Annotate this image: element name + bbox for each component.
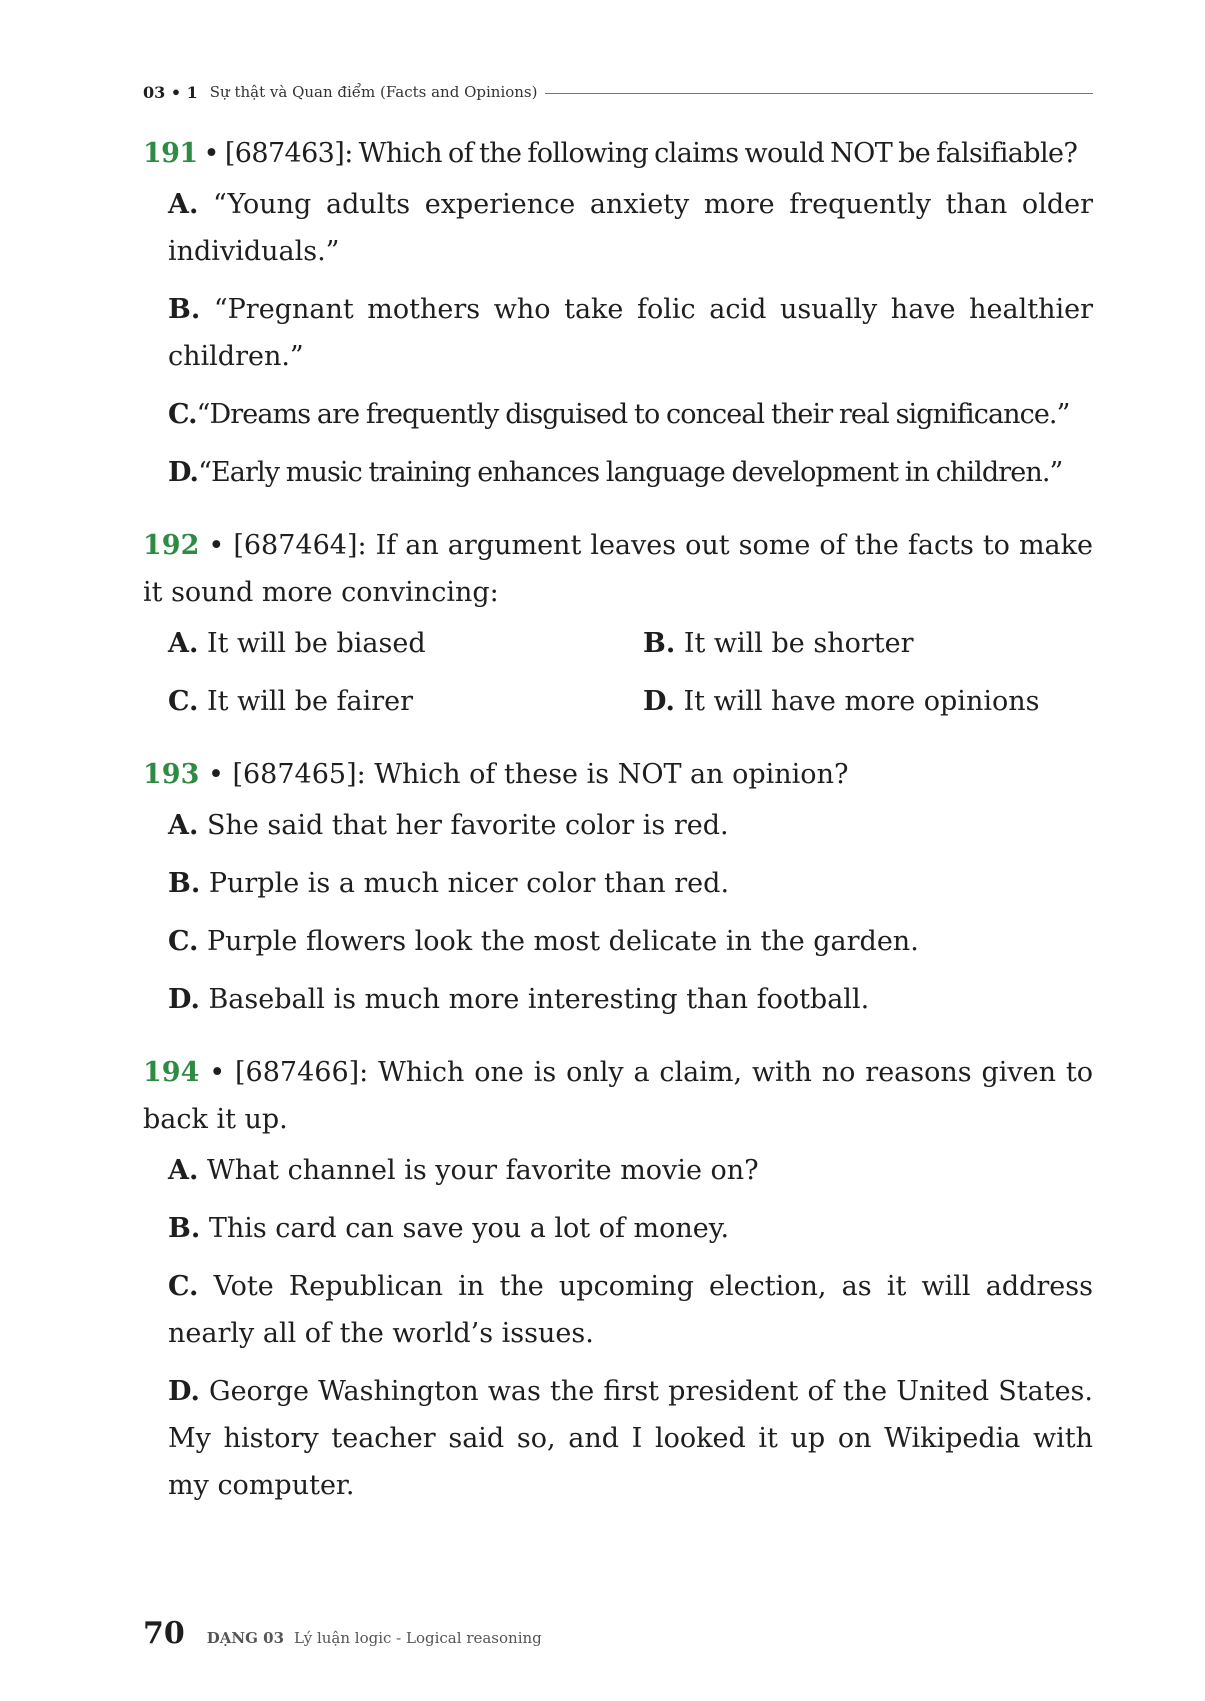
option-letter: D.: [168, 984, 200, 1015]
option-text: What channel is your favorite movie on?: [198, 1155, 759, 1186]
option-text: It will be shorter: [675, 628, 914, 659]
option-b: [168, 1205, 1093, 1252]
option-text: “Young adults experience anxiety more frequently than older individuals.”: [168, 189, 1093, 267]
question-number: 193: [143, 759, 200, 790]
option-letter: A.: [168, 810, 199, 841]
header-chapter: 03 • 1: [143, 82, 198, 102]
option-text: Purple flowers look the most delicate in the garden.: [198, 926, 919, 957]
question-text: • [687465]: Which of these is NOT an opinion?: [199, 759, 849, 790]
question-191: [143, 130, 1093, 496]
option-text: Vote Republican in the upcoming election, as it will address nearly all of the world’s issues.: [168, 1271, 1093, 1349]
answer-options: [143, 616, 1093, 725]
option-a: [168, 802, 1093, 849]
option-letter: B.: [168, 294, 201, 325]
question-stem: [143, 751, 1093, 798]
option-text: She said that her favorite color is red.: [198, 810, 729, 841]
option-c: [168, 1263, 1093, 1357]
question-193: [143, 751, 1093, 1023]
option-c: [168, 391, 1093, 438]
option-letter: A.: [168, 1155, 199, 1186]
option-text: This card can save you a lot of money.: [200, 1213, 730, 1244]
option-a: [168, 620, 643, 667]
option-letter: C.: [168, 926, 199, 957]
question-194: [143, 1049, 1093, 1509]
question-number: 194: [143, 1057, 200, 1088]
option-text: Baseball is much more interesting than football.: [199, 984, 870, 1015]
running-header: [143, 82, 1093, 102]
answer-options: [143, 181, 1093, 496]
option-letter: B.: [168, 1213, 201, 1244]
option-c: [168, 678, 643, 725]
question-stem: [143, 1049, 1093, 1143]
question-list: [143, 130, 1093, 1535]
option-letter: B.: [643, 628, 676, 659]
footer-section: DẠNG 03: [206, 1629, 285, 1647]
option-text: It will have more opinions: [674, 686, 1040, 717]
option-letter: D.: [643, 686, 675, 717]
option-text: It will be biased: [198, 628, 426, 659]
header-rule: [545, 93, 1093, 94]
question-stem: [143, 130, 1093, 177]
option-text: George Washington was the first president of the United States. My history teacher said so, and I looked it up on Wikipedia with my computer.: [168, 1376, 1093, 1501]
question-stem: [143, 522, 1093, 616]
question-number: 191: [143, 138, 198, 169]
answer-options: [143, 802, 1093, 1023]
option-b: [168, 860, 1093, 907]
option-letter: B.: [168, 868, 201, 899]
option-letter: D.: [168, 1376, 200, 1407]
question-number: 192: [143, 530, 200, 561]
option-text: “Pregnant mothers who take folic acid usually have healthier children.”: [168, 294, 1093, 372]
option-d: [168, 1368, 1093, 1509]
footer-title: Lý luận logic - Logical reasoning: [294, 1629, 542, 1647]
option-d: [643, 678, 1093, 725]
question-text: • [687463]: Which of the following claims would NOT be falsifiable?: [197, 138, 1078, 169]
option-text: Purple is a much nicer color than red.: [200, 868, 730, 899]
question-192: [143, 522, 1093, 725]
option-letter: A.: [168, 628, 199, 659]
option-letter: C.: [168, 399, 197, 430]
option-a: [168, 1147, 1093, 1194]
page-number: 70: [143, 1616, 185, 1651]
option-d: [168, 449, 1093, 496]
option-letter: D.: [168, 457, 199, 488]
option-c: [168, 918, 1093, 965]
option-d: [168, 976, 1093, 1023]
option-a: [168, 181, 1093, 275]
option-letter: C.: [168, 686, 199, 717]
header-title: Sự thật và Quan điểm (Facts and Opinions): [209, 83, 538, 101]
option-b: [643, 620, 1093, 667]
option-text: “Dreams are frequently disguised to conceal their real significance.”: [196, 399, 1070, 430]
option-text: It will be fairer: [198, 686, 414, 717]
answer-options: [143, 1147, 1093, 1509]
question-text: • [687464]: If an argument leaves out some of the facts to make it sound more convincing:: [143, 530, 1093, 608]
option-text: “Early music training enhances language development in children.”: [198, 457, 1063, 488]
question-text: • [687466]: Which one is only a claim, with no reasons given to back it up.: [143, 1057, 1093, 1135]
option-letter: A.: [168, 189, 199, 220]
running-footer: [143, 1616, 542, 1656]
option-letter: C.: [168, 1271, 199, 1302]
option-b: [168, 286, 1093, 380]
